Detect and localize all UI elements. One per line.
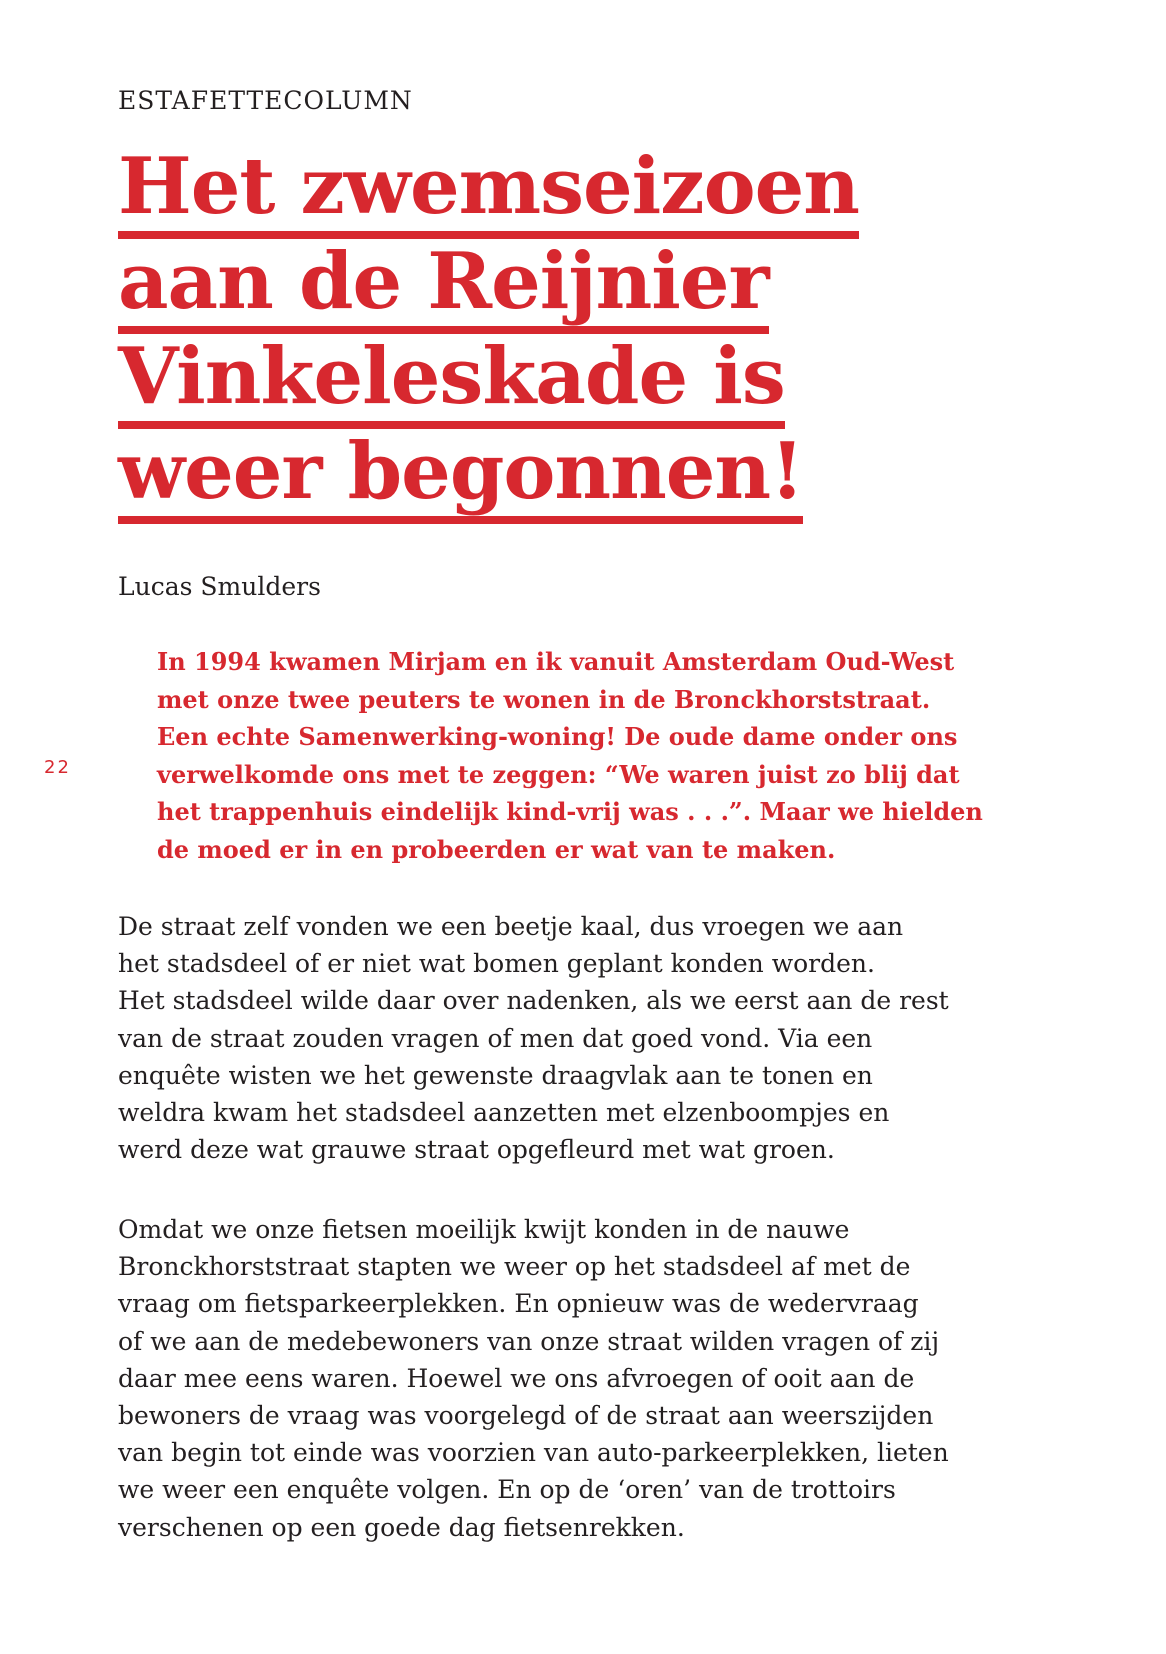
- paragraph-line: enquête wisten we het gewenste draagvlak aan te tonen en: [118, 1060, 873, 1090]
- page-number: 22: [44, 757, 71, 778]
- intro-line: met onze twee peuters te wonen in de Bronckhorststraat.: [157, 684, 931, 714]
- paragraph-line: daar mee eens waren. Hoewel we ons afvroegen of ooit aan de: [118, 1363, 915, 1393]
- paragraph-line: van begin tot einde was voorzien van auto-parkeerplekken, lieten: [118, 1438, 949, 1468]
- title-line-text: aan de Reijnier: [118, 240, 769, 334]
- paragraph-line: vraag om fietsparkeerplekken. En opnieuw was de wedervraag: [118, 1289, 919, 1319]
- title-line-text: Vinkeleskade is: [118, 335, 785, 429]
- paragraph-line: Omdat we onze fietsen moeilijk kwijt konden in de nauwe: [118, 1215, 850, 1244]
- article-title: [118, 141, 1018, 525]
- paragraph-line: bewoners de vraag was voorgelegd of de straat aan weerszijden: [118, 1401, 934, 1431]
- title-line: [118, 426, 1018, 525]
- intro-line: de moed er in en probeerden er wat van te maken.: [157, 834, 836, 864]
- intro-line: het trappenhuis eindelijk kind-vrij was . . .”. Maar we hielden: [157, 797, 983, 827]
- title-line-text: weer begonnen!: [118, 430, 803, 524]
- title-line: [118, 141, 1018, 240]
- paragraph-line: werd deze wat grauwe straat opgefleurd met wat groen.: [118, 1135, 835, 1165]
- paragraph-line: De straat zelf vonden we een beetje kaal, dus vroegen we aan: [118, 912, 904, 941]
- title-line: [118, 236, 1018, 335]
- paragraph-line: Het stadsdeel wilde daar over nadenken, als we eerst aan de rest: [118, 986, 949, 1016]
- paragraph-line: of we aan de medebewoners van onze straat wilden vragen of zij: [118, 1326, 940, 1356]
- paragraph-line: het stadsdeel of er niet wat bomen geplant konden worden.: [118, 949, 875, 979]
- section-label: ESTAFETTECOLUMN: [118, 86, 413, 115]
- paragraph-line: weldra kwam het stadsdeel aanzetten met elzenboompjes en: [118, 1098, 890, 1128]
- paragraph-line: we weer een enquête volgen. En op de ‘oren’ van de trottoirs: [118, 1475, 896, 1505]
- intro-line: Een echte Samenwerking-woning! De oude dame onder ons: [157, 722, 958, 752]
- intro-lead: [157, 643, 997, 869]
- paragraph-line: Bronckhorststraat stapten we weer op het stadsdeel af met de: [118, 1252, 911, 1282]
- title-line-text: Het zwemseizoen: [118, 145, 859, 239]
- body-paragraph: [118, 908, 1018, 1168]
- paragraph-line: verschenen op een goede dag fietsenrekken.: [118, 1512, 685, 1542]
- author-name: Lucas Smulders: [118, 572, 321, 601]
- body-paragraph: [118, 1211, 1018, 1546]
- intro-line: In 1994 kwamen Mirjam en ik vanuit Amsterdam Oud-West: [157, 647, 955, 676]
- paragraph-line: van de straat zouden vragen of men dat goed vond. Via een: [118, 1023, 873, 1053]
- title-line: [118, 331, 1018, 430]
- intro-line: verwelkomde ons met te zeggen: “We waren juist zo blij dat: [157, 759, 960, 789]
